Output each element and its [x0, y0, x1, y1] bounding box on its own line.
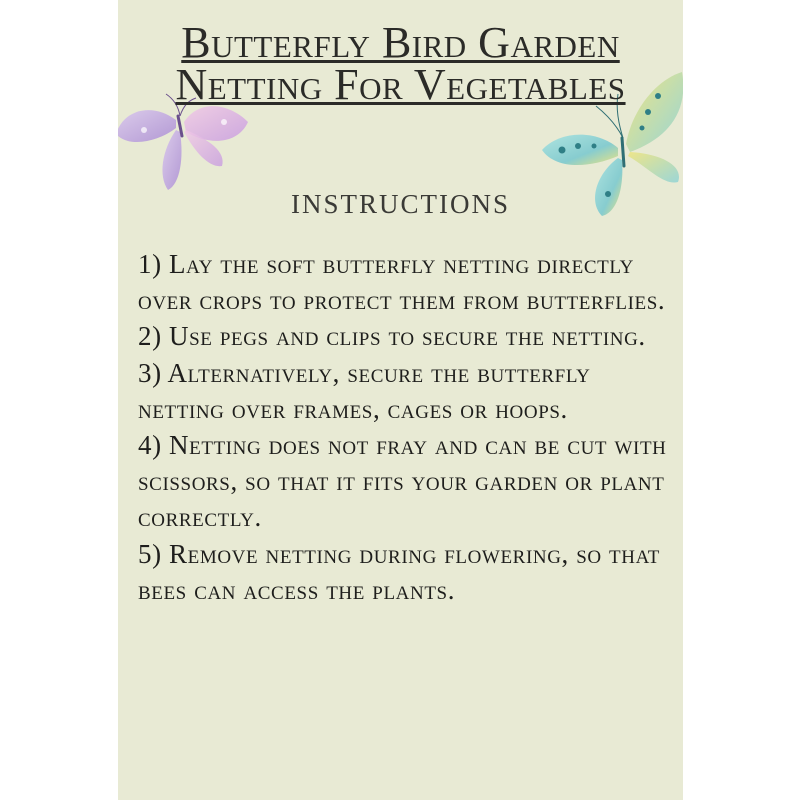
section-heading: instructions [290, 180, 510, 222]
instruction-list [138, 246, 678, 608]
instruction-step-1: 1) Lay the soft butterfly netting directly over crops to protect them from butterflies. [138, 249, 666, 316]
page-title-text: Butterfly Bird Garden Netting For Vegetables [175, 18, 626, 109]
instruction-step-2: 2) Use pegs and clips to secure the netting. [138, 321, 646, 352]
instruction-step-5: 5) Remove netting during flowering, so that bees can access the plants. [138, 538, 661, 605]
instruction-card [118, 0, 683, 800]
instruction-step-4: 4) Netting does not fray and can be cut with scissors, so that it fits your garden or plant correctly. [138, 430, 667, 533]
instruction-step-3: 3) Alternatively, secure the butterfly netting over frames, cages or hoops. [138, 357, 591, 424]
page-title [118, 18, 683, 109]
